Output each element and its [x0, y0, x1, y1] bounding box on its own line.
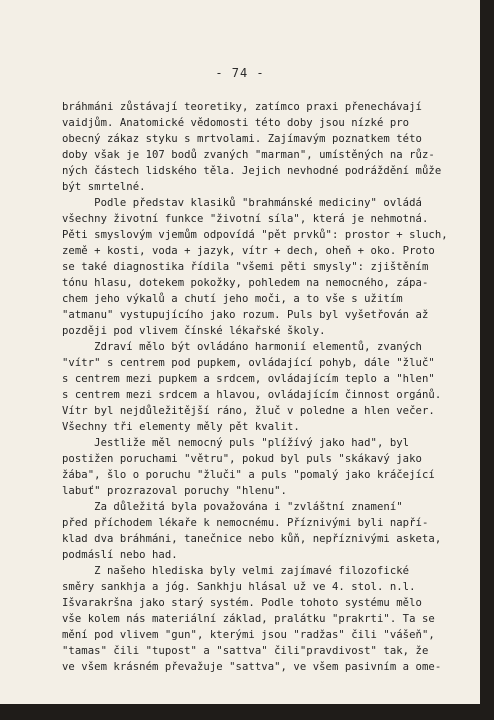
text-line: ve všem krásném převažuje "sattva", ve všem pasivním a ome- — [62, 661, 442, 673]
text-line: vaidjům. Anatomické vědomosti této doby jsou nízké pro — [62, 117, 410, 129]
text-line: Zdraví mělo být ovládáno harmonií elementů, zvaných — [62, 341, 422, 353]
text-line: ných částech lidského těla. Jejich nevhodné podráždění může — [62, 165, 442, 177]
text-line: Išvarakršna jako starý systém. Podle tohoto systému mělo — [62, 597, 422, 609]
text-line: se také diagnostika řídila "všemi pěti smysly": zjištěním — [62, 261, 429, 273]
text-line: klad dva bráhmáni, tanečnice nebo kůň, nepříznivými asketa, — [62, 533, 442, 545]
text-line: doby však je 107 bodů zvaných "marman", umístěných na růz- — [62, 149, 435, 161]
text-line: Pěti smyslovým vjemům odpovídá "pět prvků": prostor + sluch, — [62, 229, 448, 241]
text-line: Podle představ klasiků "brahmánské mediciny" ovládá — [62, 197, 422, 209]
text-line: všechny životní funkce "životní síla", která je nehmotná. — [62, 213, 429, 225]
page-number: - 74 - — [215, 66, 265, 80]
text-line: bráhmáni zůstávají teoretiky, zatímco praxi přenechávají — [62, 101, 422, 113]
text-line: Za důležitá byla považována i "zvláštní znamení" — [62, 501, 403, 513]
text-line: mění pod vlivem "gun", kterými jsou "radžas" čili "vášeň", — [62, 629, 435, 641]
text-line: směry sankhja a jóg. Sankhju hlásal už ve 4. stol. n.l. — [62, 581, 416, 593]
text-line: země + kosti, voda + jazyk, vítr + dech, oheň + oko. Proto — [62, 245, 435, 257]
text-line: být smrtelné. — [62, 181, 146, 193]
text-line: Z našeho hlediska byly velmi zajímavé filozofické — [62, 565, 410, 577]
text-line: postižen poruchami "větru", pokud byl puls "skákavý jako — [62, 453, 422, 465]
scan-edge-right — [480, 0, 494, 720]
text-line: s centrem mezi srdcem a hlavou, ovládajícím činnost orgánů. — [62, 389, 442, 401]
text-line: tónu hlasu, dotekem pokožky, pohledem na nemocného, zápa- — [62, 277, 429, 289]
text-line: Všechny tři elementy měly pět kvalit. — [62, 421, 300, 433]
text-line: vše kolem nás materiální základ, pralátku "prakrti". Ta se — [62, 613, 435, 625]
text-line: později pod vlivem čínské lékařské školy. — [62, 325, 326, 337]
text-line: s centrem mezi pupkem a srdcem, ovládajícím teplo a "hlen" — [62, 373, 435, 385]
text-line: Jestliže měl nemocný puls "plížívý jako had", byl — [62, 437, 410, 449]
text-line: "vítr" s centrem pod pupkem, ovládající pohyb, dále "žluč" — [62, 357, 435, 369]
text-line: chem jeho výkalů a chutí jeho moči, a to vše s užitím — [62, 293, 403, 305]
text-line: obecný zákaz styku s mrtvolami. Zajímavým poznatkem této — [62, 133, 422, 145]
text-line: před příchodem lékaře k nemocnému. Příznivými byli napří- — [62, 517, 429, 529]
text-line: labuť" prozrazoval poruchy "hlenu". — [62, 485, 287, 497]
text-line: žába", šlo o poruchu "žluči" a puls "pomalý jako kráčející — [62, 469, 435, 481]
text-line: podmáslí nebo had. — [62, 549, 178, 561]
text-line: "atmanu" vystupujícího jako rozum. Puls byl vyšetřován až — [62, 309, 429, 321]
text-line: "tamas" čili "tupost" a "sattva" čili"pravdivost" tak, že — [62, 645, 429, 657]
text-line: Vítr byl nejdůležitější ráno, žluč v poledne a hlen večer. — [62, 405, 435, 417]
scan-edge-bottom — [0, 704, 494, 720]
